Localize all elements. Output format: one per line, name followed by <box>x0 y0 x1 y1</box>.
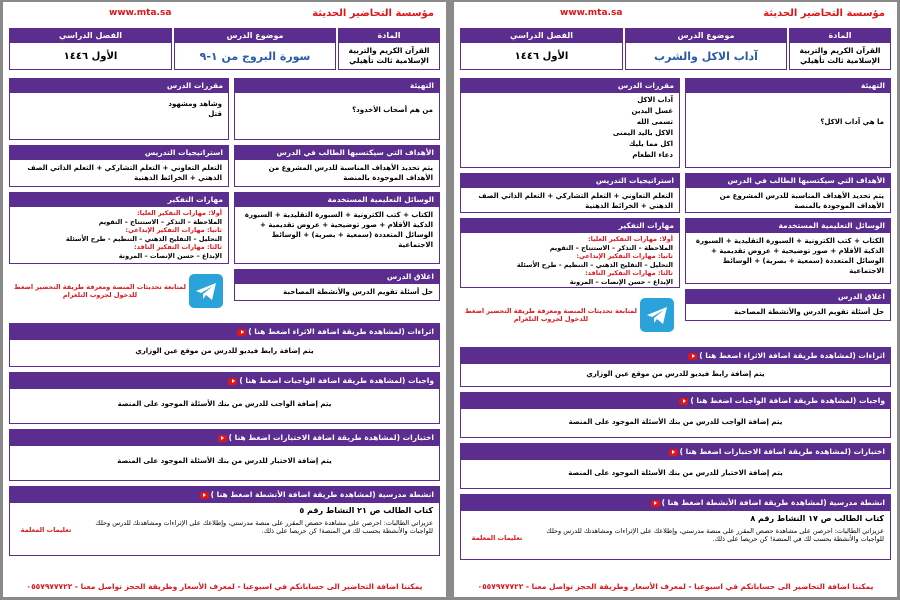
subject-label: المادة <box>790 29 890 43</box>
youtube-icon[interactable] <box>669 449 678 456</box>
thinking-line: ثالثا: مهارات التفكير الناقد: <box>134 243 222 251</box>
content-box <box>9 78 229 140</box>
strategies-title: استراتيجيات التدريس <box>461 174 679 188</box>
org-name: مؤسسة التحاضير الحديثة <box>763 8 885 19</box>
topic-label: موضوع الدرس <box>175 29 335 43</box>
objectives-text: يتم تحديد الأهداف المناسبة للدرس المشروع من الأهداف الموجودة بالمنصة <box>268 164 433 182</box>
topic-cell <box>625 28 787 70</box>
closing-text: حل أسئلة تقويم الدرس والأنشطة المصاحبة <box>734 308 884 316</box>
content-list <box>10 93 228 122</box>
closing-text: حل أسئلة تقويم الدرس والأنشطة المصاحبة <box>283 288 433 296</box>
content-title: مقررات الدرس <box>461 79 679 93</box>
content-line: قتل <box>208 110 222 118</box>
strategies-text: التعلم التعاوني + التعلم التشاركي + التعلم الذاتي الصف الذهني + الخرائط الذهنية <box>478 192 673 210</box>
thinking-title: مهارات التفكير <box>10 193 228 207</box>
thinking-line: ثانيا: مهارات التفكير الإبداعي: <box>125 226 222 234</box>
youtube-icon[interactable] <box>679 398 688 405</box>
page-header <box>460 6 891 28</box>
prelude-title: التهيئة <box>686 79 890 93</box>
telegram-text: لمتابعة تحديثات المنصة ومعرفة طريقة التحضير اضغط للدخول لجروب التلغرام <box>14 283 186 299</box>
thinking-list <box>10 207 228 262</box>
homework-text: يتم إضافة الواجب للدرس من بنك الأسئلة الموجود على المنصة <box>568 418 783 426</box>
tools-box <box>685 218 891 284</box>
prelude-box <box>234 78 440 140</box>
term-value: الأول ١٤٤٦ <box>514 50 569 62</box>
tools-box <box>234 192 440 264</box>
teacher-note-label: تعليمات المعلمة <box>471 534 523 542</box>
right-stack <box>234 192 440 318</box>
thinking-line: التحليل – التقليح الذهني – التنظيم - طرح الأسئلة <box>65 234 222 243</box>
enrichment-box <box>9 323 440 367</box>
thinking-title: مهارات التفكير <box>461 219 679 233</box>
content-line: آداب الاكل <box>637 96 673 104</box>
activities-box <box>9 486 440 556</box>
tools-title: الوسائل التعليمية المستخدمة <box>686 219 890 233</box>
page-header <box>9 6 440 28</box>
closing-box <box>234 269 440 301</box>
thinking-line: ثانيا: مهارات التفكير الإبداعي: <box>576 252 673 260</box>
enrichment-title[interactable]: اثراءات (لمشاهدة طريقة اضافة الاثراء اضغط هنا ) <box>461 348 890 364</box>
thinking-list <box>461 233 679 288</box>
prelude-title: التهيئة <box>235 79 439 93</box>
thinking-line: الإبداع – حسن الإنصات – المرونة <box>118 251 222 260</box>
activities-body <box>461 511 890 546</box>
content-line: دعاء الطعام <box>632 151 673 159</box>
prelude-text: ما هي آداب الاكل؟ <box>820 118 884 126</box>
subject-value: القرآن الكريم والتربية الإسلامية ثالث تأهيلي <box>348 46 430 65</box>
term-cell <box>9 28 172 70</box>
activity-hint: عزيزاتي الطالبات: احرصن على مشاهدة حصص المقرر على منصة مدرستي، وإطلاعك على الإثراءات ومشاهدتك للدرس وحلك للواجبات والأنشطة بحسب لك في المنصة! كن حريصا على ذلك. <box>546 527 884 543</box>
lesson-info-table <box>9 28 440 70</box>
youtube-icon[interactable] <box>237 329 246 336</box>
youtube-icon[interactable] <box>218 435 227 442</box>
enrichment-box <box>460 347 891 387</box>
activity-book: كتاب الطالب ص ٢١ النشاط رقم ٥ <box>299 506 433 515</box>
strategies-box <box>9 145 229 187</box>
thinking-line: أولا: مهارات التفكير العليا: <box>588 235 673 243</box>
activities-body <box>10 503 439 538</box>
lesson-page-2 <box>454 2 897 597</box>
youtube-icon[interactable] <box>200 492 209 499</box>
website-link[interactable]: www.mta.sa <box>109 8 172 18</box>
tools-title: الوسائل التعليمية المستخدمة <box>235 193 439 207</box>
strategies-text: التعلم التعاوني + التعلم التشاركي + التعلم الذاتي الصف الذهني + الخرائط الذهنية <box>27 164 222 182</box>
tests-title[interactable]: اختبارات (لمشاهدة طريقة اضافة الاختبارات اضغط هنا ) <box>10 430 439 446</box>
content-line: الاكل باليد اليمنى <box>612 129 673 137</box>
left-stack <box>460 218 680 342</box>
footer-contact: يمكننا اضافة التحاضير الى حساباتكم في اسبوعيا - لمعرف الأسعار وطريقة الحجز تواصل معنا - ٠٥٥٧٩٧٧٧٢٢ <box>477 582 874 591</box>
left-stack <box>9 192 229 318</box>
tests-title[interactable]: اختبارات (لمشاهدة طريقة اضافة الاختبارات اضغط هنا ) <box>461 444 890 460</box>
subject-cell <box>789 28 891 70</box>
tests-text: يتم إضافة الاختبار للدرس من بنك الأسئلة الموجود على المنصة <box>568 469 783 477</box>
strategies-box <box>460 173 680 213</box>
term-label: الفصل الدراسي <box>461 29 622 43</box>
content-list <box>461 93 679 164</box>
youtube-icon[interactable] <box>228 378 237 385</box>
objectives-title: الأهداف التي سيكتسبها الطالب في الدرس <box>235 146 439 160</box>
lesson-page-1 <box>3 2 446 597</box>
thinking-line: الإبداع – حسن الإنصات – المرونة <box>569 277 673 286</box>
topic-value: سورة البروج من ١-٩ <box>199 49 311 63</box>
content-title: مقررات الدرس <box>10 79 228 93</box>
website-link[interactable]: www.mta.sa <box>560 8 623 18</box>
enrichment-text: يتم إضافة رابط فيديو للدرس من موقع عين الوزاري <box>586 370 765 378</box>
term-cell <box>460 28 623 70</box>
youtube-icon[interactable] <box>651 500 660 507</box>
content-line: اكل مما يليك <box>628 140 673 148</box>
activity-book: كتاب الطالب ص ١٧ النشاط رقم ٨ <box>750 514 884 523</box>
lesson-info-table <box>460 28 891 70</box>
homework-text: يتم إضافة الواجب للدرس من بنك الأسئلة الموجود على المنصة <box>117 400 332 408</box>
subject-label: المادة <box>339 29 439 43</box>
thinking-line: ثالثا: مهارات التفكير الناقد: <box>585 269 673 277</box>
telegram-icon[interactable] <box>189 274 223 308</box>
subject-cell <box>338 28 440 70</box>
term-label: الفصل الدراسي <box>10 29 171 43</box>
thinking-line: الملاحظة – التذكر – الاستنتاج – التقويم <box>549 243 673 252</box>
content-line: غسل اليدين <box>631 107 673 115</box>
telegram-icon[interactable] <box>640 298 674 332</box>
teacher-note-label: تعليمات المعلمة <box>20 526 72 534</box>
telegram-promo[interactable] <box>9 264 229 318</box>
homework-title[interactable]: واجبات (لمشاهدة طريقة اضافة الواجبات اضغط هنا ) <box>10 373 439 389</box>
content-line: وشاهد ومشهود <box>168 100 222 108</box>
topic-cell <box>174 28 336 70</box>
prelude-text: من هم أصحاب الأخدود؟ <box>352 106 433 114</box>
subject-value: القرآن الكريم والتربية الإسلامية ثالث تأهيلي <box>799 46 881 65</box>
closing-title: اغلاق الدرس <box>686 290 890 304</box>
enrichment-title[interactable]: اثراءات (لمشاهدة طريقة اضافة الاثراء اضغط هنا ) <box>10 324 439 340</box>
tests-text: يتم إضافة الاختبار للدرس من بنك الأسئلة الموجود على المنصة <box>117 457 332 465</box>
tests-box <box>460 443 891 489</box>
topic-value: آداب الاكل والشرب <box>654 49 758 63</box>
enrichment-text: يتم إضافة رابط فيديو للدرس من موقع عين الوزاري <box>135 347 314 355</box>
objectives-box <box>685 173 891 213</box>
content-box <box>460 78 680 168</box>
tools-text: الكتاب + كتب الكترونية + السبورة التقليدية + السبورة الذكية الأقلام + صور توضيحية + عروض تقديمية + الوسائل المتعددة (سمعية + بصرية) + الوسائط الاجتماعية <box>695 237 884 275</box>
content-line: تسمى الله <box>636 118 673 126</box>
homework-title[interactable]: واجبات (لمشاهدة طريقة اضافة الواجبات اضغط هنا ) <box>461 393 890 409</box>
telegram-promo[interactable] <box>460 288 680 342</box>
tools-text: الكتاب + كتب الكترونية + السبورة التقليدية + السبورة الذكية الأقلام + صور توضيحية + عروض تقديمية + الوسائل المتعددة (سمعية + بصرية) + الوسائط الاجتماعية <box>244 211 433 249</box>
closing-title: اغلاق الدرس <box>235 270 439 284</box>
prelude-box <box>685 78 891 168</box>
thinking-line: التحليل – التقليح الذهني – التنظيم - طرح الأسئلة <box>516 260 673 269</box>
telegram-text: لمتابعة تحديثات المنصة ومعرفة طريقة التحضير اضغط للدخول لجروب التلغرام <box>465 307 637 323</box>
activities-title[interactable]: انشطة مدرسية (لمشاهدة طريقة اضافة الأنشطة اضغط هنا ) <box>10 487 439 503</box>
activities-title[interactable]: انشطة مدرسية (لمشاهدة طريقة اضافة الأنشطة اضغط هنا ) <box>461 495 890 511</box>
objectives-title: الأهداف التي سيكتسبها الطالب في الدرس <box>686 174 890 188</box>
thinking-box <box>9 192 229 264</box>
homework-box <box>460 392 891 438</box>
objectives-box <box>234 145 440 187</box>
tests-box <box>9 429 440 481</box>
right-stack <box>685 218 891 342</box>
footer-contact: يمكننا اضافة التحاضير الى حساباتكم في اسبوعيا - لمعرف الأسعار وطريقة الحجز تواصل معنا - ٠٥٥٧٩٧٧٧٢٢ <box>26 582 423 591</box>
closing-box <box>685 289 891 321</box>
objectives-text: يتم تحديد الأهداف المناسبة للدرس المشروع من الأهداف الموجودة بالمنصة <box>719 192 884 210</box>
strategies-title: استراتيجيات التدريس <box>10 146 228 160</box>
org-name: مؤسسة التحاضير الحديثة <box>312 8 434 19</box>
term-value: الأول ١٤٤٦ <box>63 50 118 62</box>
thinking-box <box>460 218 680 288</box>
topic-label: موضوع الدرس <box>626 29 786 43</box>
thinking-line: أولا: مهارات التفكير العليا: <box>137 209 222 217</box>
activities-box <box>460 494 891 560</box>
activity-hint: عزيزاتي الطالبات: احرصن على مشاهدة حصص المقرر على منصة مدرستي، وإطلاعك على الإثراءات ومشاهدتك للدرس وحلك للواجبات والأنشطة بحسب لك في المنصة! كن حريصا على ذلك. <box>95 519 433 535</box>
homework-box <box>9 372 440 424</box>
youtube-icon[interactable] <box>688 353 697 360</box>
thinking-line: الملاحظة – التذكر – الاستنتاج – التقويم <box>98 217 222 226</box>
